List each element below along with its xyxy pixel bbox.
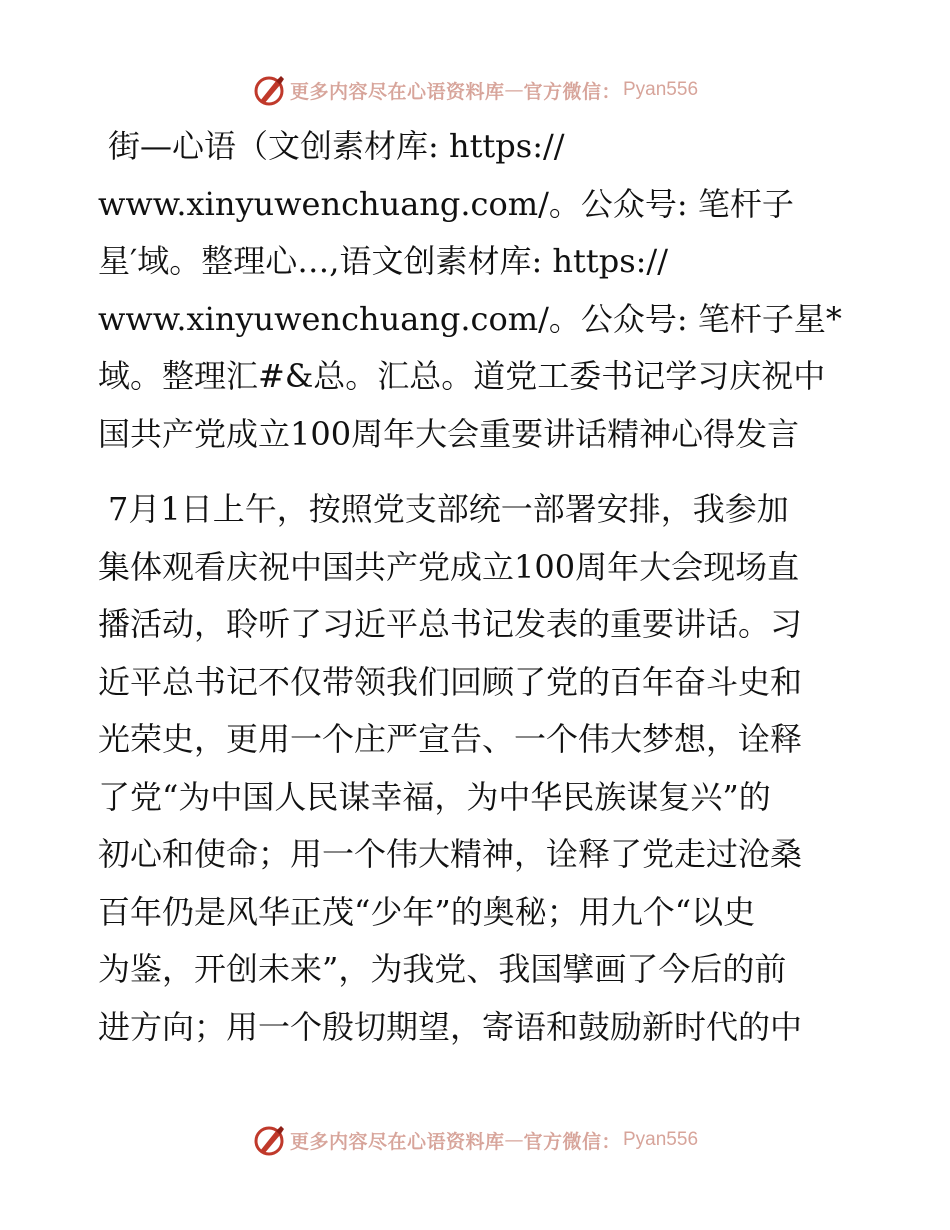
text-line: 近平总书记不仅带领我们回顾了党的百年奋斗史和 (98, 662, 803, 701)
watermark-separator: — (504, 79, 524, 101)
text-line: 星′域。整理心…,语文创素材库: https:// (98, 242, 668, 280)
document-body (98, 118, 858, 1056)
text-line: 百年仍是风华正茂“少年”的奥秘；用九个“以史 (98, 892, 756, 931)
watermark-account: Pyan556 (623, 1129, 699, 1150)
watermark-text: 更多内容尽在心语资料库 (289, 1130, 505, 1153)
text-line: 进方向；用一个殷切期望，寄语和鼓励新时代的中 (98, 1007, 803, 1046)
text-line: 初心和使命；用一个伟大精神，诠释了党走过沧桑 (98, 835, 803, 873)
watermark-account: Pyan556 (623, 79, 699, 100)
text-line: 播活动，聆听了习近平总书记发表的重要讲话。习 (98, 605, 803, 643)
watermark-separator: — (504, 1129, 524, 1151)
text-line: www.xinyuwenchuang.com/。公众号: 笔杆子 (98, 184, 794, 223)
pen-logo-icon (252, 73, 286, 107)
text-line: 国共产党成立100周年大会重要讲话精神心得发言 (98, 414, 800, 453)
watermark-contact-label: 官方微信： (523, 80, 621, 103)
text-line: www.xinyuwenchuang.com/。公众号: 笔杆子星* (98, 299, 842, 338)
header-watermark (0, 70, 950, 110)
footer-watermark (0, 1120, 950, 1160)
watermark-text: 更多内容尽在心语资料库 (289, 80, 505, 103)
text-line: 7月1日上午，按照党支部统一部署安排，我参加 (108, 490, 789, 528)
text-line: 为鉴，开创未来”，为我党、我国擘画了今后的前 (98, 950, 787, 988)
text-line: 光荣史，更用一个庄严宣告、一个伟大梦想，诠释 (98, 720, 803, 758)
text-line: 集体观看庆祝中国共产党成立100周年大会现场直 (98, 547, 800, 586)
text-line: 了党“为中国人民谋幸福，为中华民族谋复兴”的 (98, 777, 771, 816)
text-line: 街—心语（文创素材库: https:// (108, 127, 565, 165)
paragraph-gap (98, 463, 858, 481)
text-line: 域。整理汇#&总。汇总。道党工委书记学习庆祝中 (98, 357, 826, 395)
watermark-contact-label: 官方微信： (523, 1130, 621, 1153)
pen-logo-icon (252, 1123, 286, 1157)
